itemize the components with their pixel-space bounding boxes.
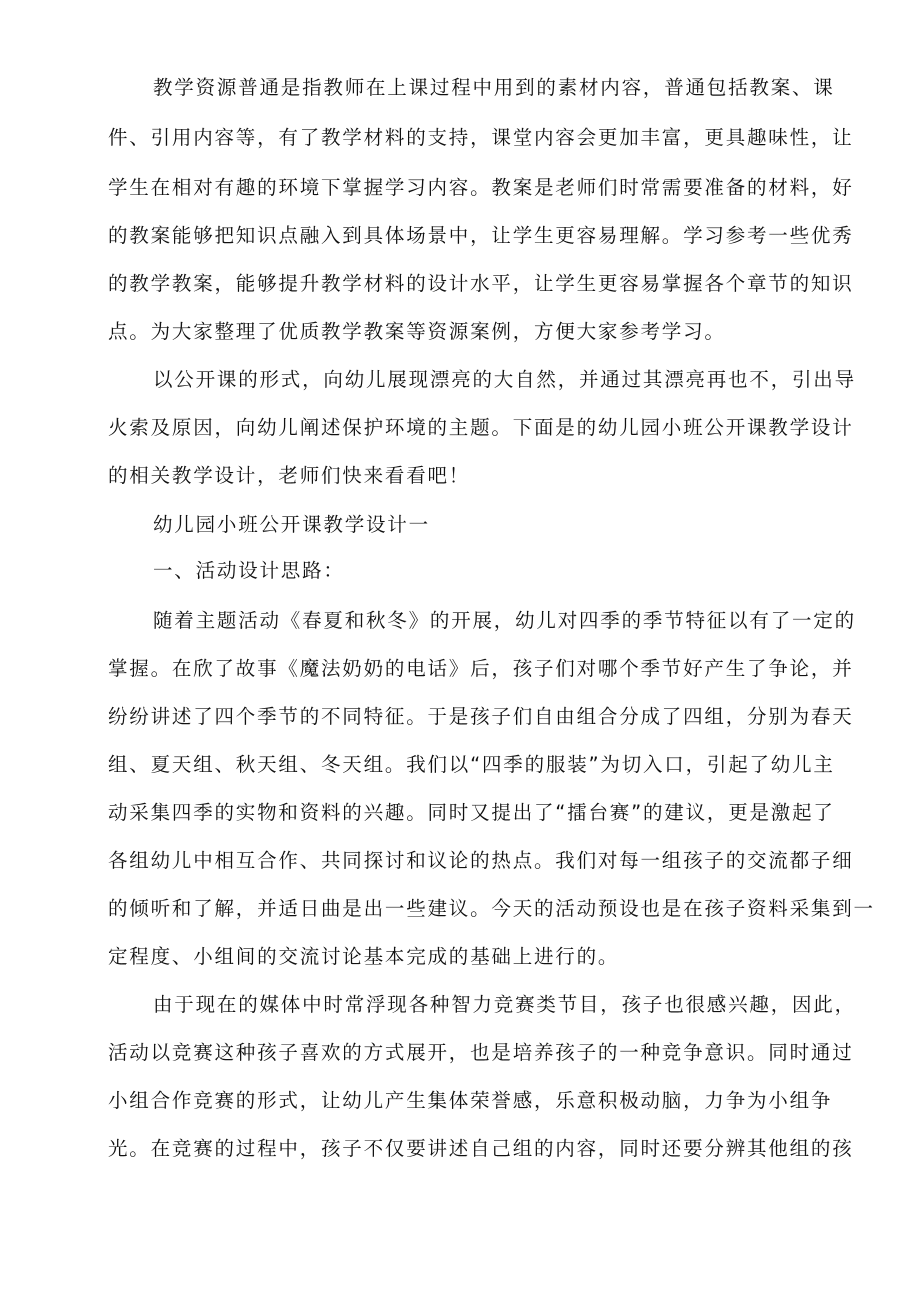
section-heading: 一、活动设计思路： xyxy=(153,559,345,582)
text-line: 的相关教学设计，老师们快来看看吧！ xyxy=(108,464,471,487)
text-line: 组、夏天组、秋天组、冬天组。我们以“四季的服装”为切入口，引起了幼儿主 xyxy=(108,753,835,776)
text-line: 学生在相对有趣的环境下掌握学习内容。教案是老师们时常需要准备的材料，好 xyxy=(108,176,854,199)
text-line: 的倾听和了解，并适日曲是出一些建议。今天的活动预设也是在孩子资料采集到一 xyxy=(108,897,875,920)
text-line: 掌握。在欣了故事《魔法奶奶的电话》后，孩子们对哪个季节好产生了争论，并 xyxy=(108,657,854,680)
section-heading: 幼儿园小班公开课教学设计一 xyxy=(153,513,430,536)
text-line: 光。在竞赛的过程中，孩子不仅要讲述自己组的内容，同时还要分辨其他组的孩 xyxy=(108,1137,854,1160)
text-line: 的教学教案，能够提升教学材料的设计水平，让学生更容易掌握各个章节的知识 xyxy=(108,272,854,295)
text-line: 由于现在的媒体中时常浮现各种智力竞赛类节目，孩子也很感兴趣，因此， xyxy=(153,993,856,1016)
text-line: 纷纷讲述了四个季节的不同特征。于是孩子们自由组合分成了四组，分别为春天 xyxy=(108,705,854,728)
text-line: 动采集四季的实物和资料的兴趣。同时又提出了“擂台赛”的建议，更是激起了 xyxy=(108,801,835,824)
text-line: 各组幼儿中相互合作、共同探讨和议论的热点。我们对每一组孩子的交流都子细 xyxy=(108,849,854,872)
text-line: 教学资源普通是指教师在上课过程中用到的素材内容，普通包括教案、课 xyxy=(153,76,835,99)
text-line: 定程度、小组间的交流讨论基本完成的基础上进行的。 xyxy=(108,945,620,968)
text-line: 小组合作竞赛的形式，让幼儿产生集体荣誉感，乐意积极动脑，力争为小组争 xyxy=(108,1089,833,1112)
text-line: 件、引用内容等，有了教学材料的支持，课堂内容会更加丰富，更具趣味性，让 xyxy=(108,126,854,149)
text-line: 活动以竞赛这种孩子喜欢的方式展开，也是培养孩子的一种竞争意识。同时通过 xyxy=(108,1041,854,1064)
text-line: 以公开课的形式，向幼儿展现漂亮的大自然，并通过其漂亮再也不，引出导 xyxy=(153,368,856,391)
text-line: 点。为大家整理了优质教学教案等资源案例，方便大家参考学习。 xyxy=(108,320,726,343)
text-line: 随着主题活动《春夏和秋冬》的开展，幼儿对四季的季节特征以有了一定的 xyxy=(153,609,856,632)
text-line: 火索及原因，向幼儿阐述保护环境的主题。下面是的幼儿园小班公开课教学设计 xyxy=(108,416,854,439)
text-line: 的教案能够把知识点融入到具体场景中，让学生更容易理解。学习参考一些优秀 xyxy=(108,224,854,247)
